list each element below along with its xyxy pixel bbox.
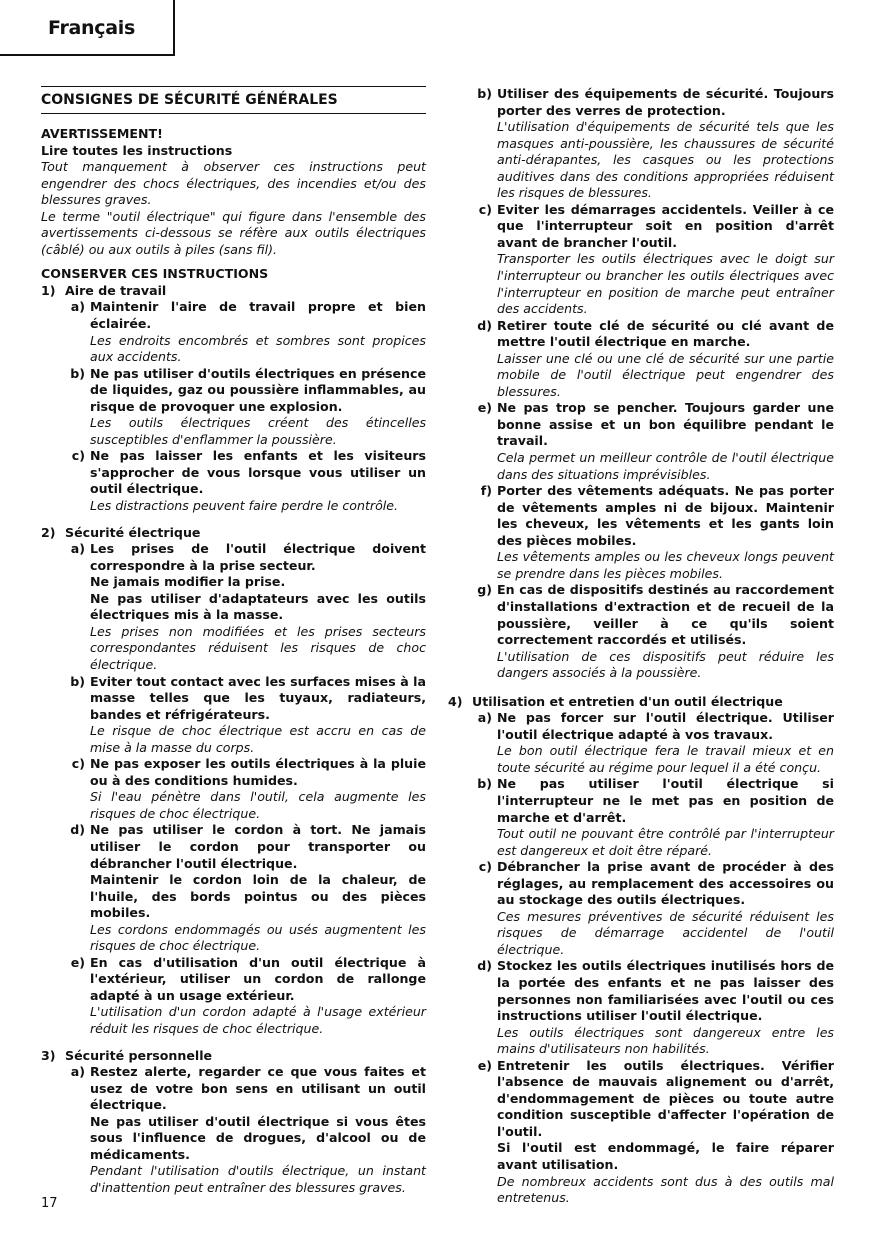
warning-heading: AVERTISSEMENT! <box>41 126 163 141</box>
list-item <box>448 859 834 958</box>
list-item <box>448 86 834 202</box>
item-label: c) <box>478 859 492 875</box>
item-description: Les outils électriques sont dangereux entre les mains d'utilisateurs non habilités. <box>497 1024 834 1057</box>
item-label: b) <box>70 365 85 381</box>
item-label: f) <box>480 483 492 499</box>
item-label: a) <box>70 299 85 315</box>
section-number: 2) <box>41 524 56 540</box>
item-label: c) <box>71 756 85 772</box>
list-item <box>448 582 834 681</box>
list-item <box>448 483 834 582</box>
section-4-heading <box>448 694 834 711</box>
list-item <box>41 1064 426 1196</box>
item-heading: Débrancher la prise avant de procéder à des réglages, au remplacement des accessoires ou au stockage des outils électriques. <box>497 859 834 908</box>
item-heading: Maintenir l'aire de travail propre et bien éclairée. <box>90 299 426 332</box>
item-description: Les prises non modifiées et les prises secteurs correspondantes réduisent les risques de choc électrique. <box>90 623 426 672</box>
section-title: Sécurité personnelle <box>65 1047 213 1063</box>
section-3-heading <box>41 1048 426 1065</box>
item-heading-2: Ne jamais modifier la prise. <box>90 574 286 590</box>
section-2-heading <box>41 525 426 542</box>
item-label: b) <box>477 776 492 792</box>
item-description: Ces mesures préventives de sécurité réduisent les risques de démarrage accidentel de l'outil électrique. <box>497 908 834 957</box>
list-item <box>448 400 834 483</box>
item-heading: Ne pas utiliser d'outils électriques en présence de liquides, gaz ou poussière inflammables, au risque de provoquer une explosion. <box>90 365 426 414</box>
item-label: e) <box>477 400 492 416</box>
item-heading: Retirer toute clé de sécurité ou clé avant de mettre l'outil électrique en marche. <box>497 317 834 350</box>
item-description: Les distractions peuvent faire perdre le contrôle. <box>90 498 399 514</box>
item-heading-2: Si l'outil est endommagé, le faire réparer avant utilisation. <box>497 1140 834 1172</box>
item-label: b) <box>70 673 85 689</box>
list-item <box>448 958 834 1057</box>
item-heading: Les prises de l'outil électrique doivent correspondre à la prise secteur. <box>90 541 426 573</box>
item-description: Le bon outil électrique fera le travail mieux et en toute sécurité au régime pour lequel il a été conçu. <box>497 743 834 775</box>
section-title: Utilisation et entretien d'un outil électrique <box>472 693 783 709</box>
list-item <box>448 318 834 401</box>
read-all-heading: Lire toutes les instructions <box>41 142 233 158</box>
item-heading: Eviter les démarrages accidentels. Veiller à ce que l'interrupteur soit en position d'arrêt avant de brancher l'outil. <box>497 201 834 250</box>
item-description: Pendant l'utilisation d'outils électrique, un instant d'inattention peut entraîner des blessures graves. <box>90 1163 426 1195</box>
item-heading: Ne pas utiliser le cordon à tort. Ne jamais utiliser le cordon pour transporter ou débrancher l'outil électrique. <box>90 822 426 871</box>
item-heading-3: Ne pas utiliser d'adaptateurs avec les outils électriques mis à la masse. <box>90 590 426 623</box>
item-heading: Ne pas trop se pencher. Toujours garder une bonne assise et un bon équilibre pendant le travail. <box>497 400 834 449</box>
section-title: Sécurité électrique <box>65 524 201 540</box>
list-item <box>41 955 426 1038</box>
list-item <box>41 366 426 449</box>
language-label: Français <box>48 17 135 39</box>
item-description: L'utilisation d'un cordon adapté à l'usage extérieur réduit les risques de choc électrique. <box>90 1004 426 1036</box>
item-heading: Porter des vêtements adéquats. Ne pas porter de vêtements amples ni de bijoux. Maintenir les cheveux, les vêtements et les gants loin des pièces mobiles. <box>497 483 834 548</box>
item-heading: En cas de dispositifs destinés au raccordement d'installations d'extraction et de recueil de la poussière, veiller à ce qu'ils soient correctement raccordés et utilisés. <box>497 582 834 648</box>
item-description: Les outils électriques créent des étincelles susceptibles d'enflammer la poussière. <box>90 415 426 447</box>
keep-instructions-heading: CONSERVER CES INSTRUCTIONS <box>41 266 269 282</box>
list-item <box>41 674 426 757</box>
item-description: Les cordons endommagés ou usés augmentent les risques de choc électrique. <box>90 921 426 954</box>
list-item <box>41 756 426 822</box>
item-description: L'utilisation de ces dispositifs peut réduire les dangers associés à la poussière. <box>497 648 834 681</box>
item-label: d) <box>477 958 492 974</box>
item-description: Cela permet un meilleur contrôle de l'outil électrique dans des situations imprévisibles. <box>497 450 834 482</box>
item-label: a) <box>477 710 492 726</box>
list-item <box>448 710 834 776</box>
item-description: Les vêtements amples ou les cheveux longs peuvent se prendre dans les pièces mobiles. <box>497 549 834 581</box>
item-label: a) <box>70 1064 85 1080</box>
item-description: Laisser une clé ou une clé de sécurité sur une partie mobile de l'outil électrique peut engendrer des blessures. <box>497 350 834 399</box>
item-description: L'utilisation d'équipements de sécurité tels que les masques anti-poussière, les chaussures de sécurité anti-dérapantes, les casques ou les protections auditives dans des conditions appropriées réduisent les risques de blessures. <box>497 119 834 201</box>
item-heading: Stockez les outils électriques inutilisés hors de la portée des enfants et ne pas laisser des personnes non familiarisées avec l'outil ou ces instructions utiliser l'outil électrique. <box>497 958 834 1024</box>
item-label: d) <box>70 822 85 838</box>
list-item <box>448 1058 834 1207</box>
item-heading: Ne pas forcer sur l'outil électrique. Utiliser l'outil électrique adapté à vos travaux. <box>497 710 834 742</box>
item-label: b) <box>477 86 492 101</box>
item-description: Tout outil ne pouvant être contrôlé par l'interrupteur est dangereux et doit être réparé. <box>497 826 834 858</box>
section-number: 3) <box>41 1047 56 1063</box>
list-item <box>41 822 426 954</box>
item-heading: Ne pas utiliser l'outil électrique si l'interrupteur ne le met pas en position de marche et d'arrêt. <box>497 776 834 825</box>
item-heading: Eviter tout contact avec les surfaces mises à la masse telles que les tuyaux, radiateurs, bandes et réfrigérateurs. <box>90 673 426 722</box>
warning-text-1: Tout manquement à observer ces instructions peut engendrer des chocs électriques, des incendies et/ou des blessures graves. <box>41 159 426 208</box>
section-title: Aire de travail <box>65 282 167 298</box>
left-column <box>41 86 426 1196</box>
item-heading: Ne pas laisser les enfants et les visiteurs s'approcher de vous lorsque vous utiliser un outil électrique. <box>90 448 426 497</box>
list-item <box>448 776 834 859</box>
page-number: 17 <box>41 1196 58 1211</box>
item-description: Transporter les outils électriques avec le doigt sur l'interrupteur ou brancher les outils électriques avec l'interrupteur en position de marche peut entraîner des accidents. <box>497 251 834 317</box>
item-heading: Utiliser des équipements de sécurité. Toujours porter des verres de protection. <box>497 86 834 118</box>
list-item <box>448 202 834 318</box>
item-heading: Ne pas exposer les outils électriques à la pluie ou à des conditions humides. <box>90 756 426 788</box>
section-title: CONSIGNES DE SÉCURITÉ GÉNÉRALES <box>41 86 426 114</box>
item-label: a) <box>70 541 85 557</box>
list-item <box>41 299 426 365</box>
item-label: e) <box>477 1057 492 1073</box>
item-description: Si l'eau pénètre dans l'outil, cela augmente les risques de choc électrique. <box>90 789 426 821</box>
item-heading: Restez alerte, regarder ce que vous faites et usez de votre bon sens en utilisant un outil électrique. <box>90 1064 426 1113</box>
warning-text-2: Le terme "outil électrique" qui figure dans l'ensemble des avertissements ci-dessous se réfère aux outils électriques (câblé) ou aux outils à piles (sans fil). <box>41 208 426 257</box>
language-tab <box>0 0 175 56</box>
item-label: e) <box>70 954 85 970</box>
item-label: c) <box>478 201 492 217</box>
item-label: g) <box>477 582 492 598</box>
item-heading-2: Maintenir le cordon loin de la chaleur, de l'huile, des bords pointus ou des pièces mobiles. <box>90 872 426 921</box>
section-1-heading <box>41 283 426 300</box>
item-heading-2: Ne pas utiliser d'outil électrique si vous êtes sous l'influence de drogues, d'alcool ou de médicaments. <box>90 1113 426 1162</box>
item-heading: En cas d'utilisation d'un outil électrique à l'extérieur, utiliser un cordon de rallonge adapté à un usage extérieur. <box>90 954 426 1003</box>
item-heading: Entretenir les outils électriques. Vérifier l'absence de mauvais alignement ou d'arrêt, d'endommagement de pièces ou toute autre condition susceptible d'affecter l'opération de l'outil. <box>497 1057 834 1139</box>
item-description: Le risque de choc électrique est accru en cas de mise à la masse du corps. <box>90 723 426 755</box>
item-label: d) <box>477 317 492 333</box>
item-description: Les endroits encombrés et sombres sont propices aux accidents. <box>90 332 426 365</box>
list-item <box>41 541 426 673</box>
item-label: c) <box>71 448 85 464</box>
section-number: 4) <box>448 693 463 709</box>
list-item <box>41 448 426 514</box>
section-number: 1) <box>41 282 56 298</box>
right-column <box>448 86 834 1207</box>
item-description: De nombreux accidents sont dus à des outils mal entretenus. <box>497 1173 834 1206</box>
